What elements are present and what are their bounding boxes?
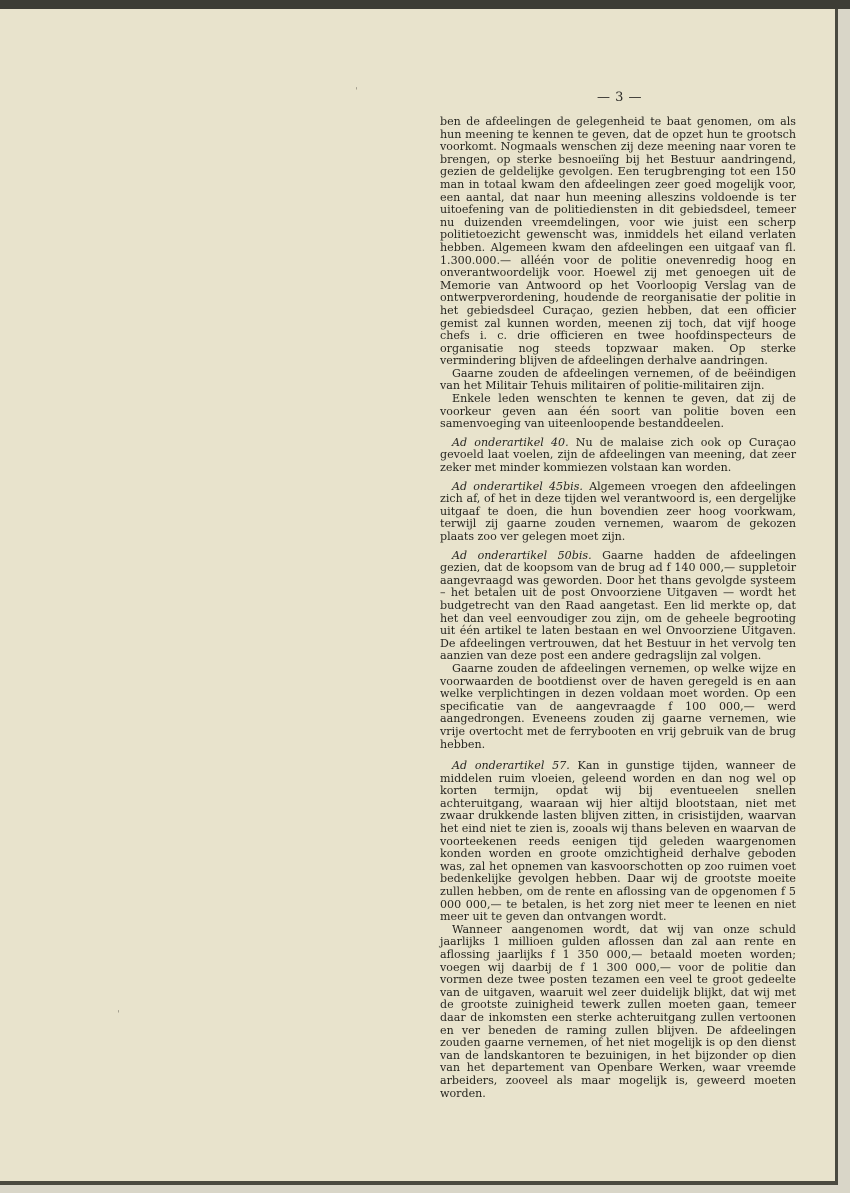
section-onderartikel-45bis: Ad onderartikel 45bis. Algemeen vroegen den afdeelingen zich af, of het in deze tijden wel verantwoord is, een dergelijke uitgaaf te doen, die hun bovendien zeer hoog voorkwam, terwijl zij gaarne zouden vernemen, waarom de gekozen plaats zoo ver gelegen moet zijn. — [440, 479, 797, 543]
paragraph: ben de afdeelingen de gelegenheid te baat genomen, om als hun meening te kennen te geven, dat de opzet hun te grootsch voorkomt. Nogmaals wenschen zij deze meening naar voren te brengen, op sterke besnoeiïng bij het Bestuur aandringend, gezien de geldelijke gevolgen. Een terugbrenging tot een 150 man in totaal kwam den afdeelingen zeer goed mogelijk voor, een aantal, dat naar hun meening alleszins voldoende is ter uitoefening van de politiediensten in dit gebiedsdeel, temeer nu duizenden vreemdelingen, voor wie juist een scherp politietoezicht gewenscht was, inmiddels het eiland verlaten hebben. Algemeen kwam den afdeelingen een uitgaaf van fl. 1.300.000.— alléén voor de politie onevenredig hoog en onverantwoordelijk voor. Hoewel zij met genoegen uit de Memorie van Antwoord op het Voorloopig Verslag van de ontwerpverordening, houdende de reorganisatie der politie in het gebiedsdeel Curaçao, gezien hebben, dat een officier gemist zal kunnen worden, meenen zij toch, dat vijf hooge chefs i. c. drie officieren en twee hoofdinspecteurs de organisatie nog steeds topzwaar maken. Op sterke vermindering blijven de afdeelingen derhalve aandringen. — [440, 115, 796, 368]
body-text-column — [440, 116, 796, 1100]
paragraph: Wanneer aangenomen wordt, dat wij van onze schuld jaarlijks 1 millioen gulden aflossen dan zal aan rente en aflossing jaarlijks f 1 350 000,— betaald moeten worden; voegen wij daarbij de f 1 300 000,— voor de politie dan vormen deze twee posten tezamen een veel te groot gedeelte van de uitgaven, waaruit wel zeer duidelijk blijkt, dat wij met de grootste zuinigheid tewerk zullen moeten gaan, temeer daar de inkomsten een sterke achteruitgang zullen vertoonen en ver beneden de raming zullen blijven. De afdeelingen zouden gaarne vernemen, of het niet mogelijk is op den dienst van de landskantoren te bezuinigen, in het bijzonder op dien van het departement van Openbare Werken, waar vreemde arbeiders, zooveel als maar mogelijk is, geweerd moeten worden. — [440, 922, 796, 1100]
paragraph: Enkele leden wenschten te kennen te geven, dat zij de voorkeur geven aan één soort van politie boven een samenvoeging van uiteenloopende bestanddeelen. — [440, 392, 796, 431]
paragraph: Gaarne zouden de afdeelingen vernemen, of de beëindigen van het Militair Tehuis militairen of politie-militairen zijn. — [440, 366, 796, 393]
scan-top-edge — [0, 0, 850, 9]
page-number: — 3 — — [597, 90, 643, 105]
section-heading: Ad onderartikel 57. — [452, 759, 570, 773]
section-onderartikel-57: Ad onderartikel 57. Kan in gunstige tijden, wanneer de middelen ruim vloeien, geleend worden en dan nog wel op korten termijn, opdat wij bij eventueelen snellen achteruitgang, waaraan wij hier altijd blootstaan, niet met zwaar drukkende lasten blijven zitten, in crisistijden, waarvan het eind niet te zien is, zooals wij thans beleven en waarvan de voorteekenen reeds eenigen tijd geleden waargenomen konden worden en groote omzichtigheid derhalve geboden was, zal het opnemen van kasvoorschotten op zoo ruimen voet bedenkelijke gevolgen hebben. Daar wij de grootste moeite zullen hebben, om de rente en aflossing van de opgenomen f 5 000 000,— te betalen, is het zorg niet meer te leenen en niet meer uit te geven dan ontvangen wordt. — [440, 759, 796, 924]
scan-speck: ˌ — [355, 80, 358, 91]
section-heading: Ad onderartikel 45bis. — [452, 479, 583, 493]
section-heading: Ad onderartikel 40. — [452, 435, 569, 449]
section-heading: Ad onderartikel 50bis. — [452, 548, 592, 562]
section-onderartikel-40: Ad onderartikel 40. Nu de malaise zich ook op Curaçao gevoeld laat voelen, zijn de afdeelingen van meening, dat zeer zeker met minder kommiezen volstaan kan worden. — [440, 435, 796, 475]
paragraph: Gaarne zouden de afdeelingen vernemen, op welke wijze en voorwaarden de bootdienst over de haven geregeld is en aan welke verplichtingen in dezen voldaan moet worden. Op een specificatie van de aangevraagde f 100 000,— werd aangedrongen. Eveneens zouden zij gaarne vernemen, wie vrije overtocht met de ferrybooten en vrij gebruik van de brug hebben. — [440, 661, 796, 751]
section-onderartikel-50bis: Ad onderartikel 50bis. Gaarne hadden de afdeelingen gezien, dat de koopsom van de brug ad f 140 000,— suppletoir aangevraagd was geworden. Door het thans gevolgde systeem – het betalen uit de post Onvoorziene Uitgaven — wordt het budgetrecht van den Raad aangetast. Een lid merkte op, dat het dan veel eenvoudiger zou zijn, om de geheele begrooting uit één artikel te laten bestaan en wel Onvoorziene Uitgaven. De afdeelingen vertrouwen, dat het Bestuur in het vervolg ten aanzien van deze post een andere gedragslijn zal volgen. — [440, 548, 796, 663]
scan-speck: ˈ — [117, 1010, 120, 1021]
